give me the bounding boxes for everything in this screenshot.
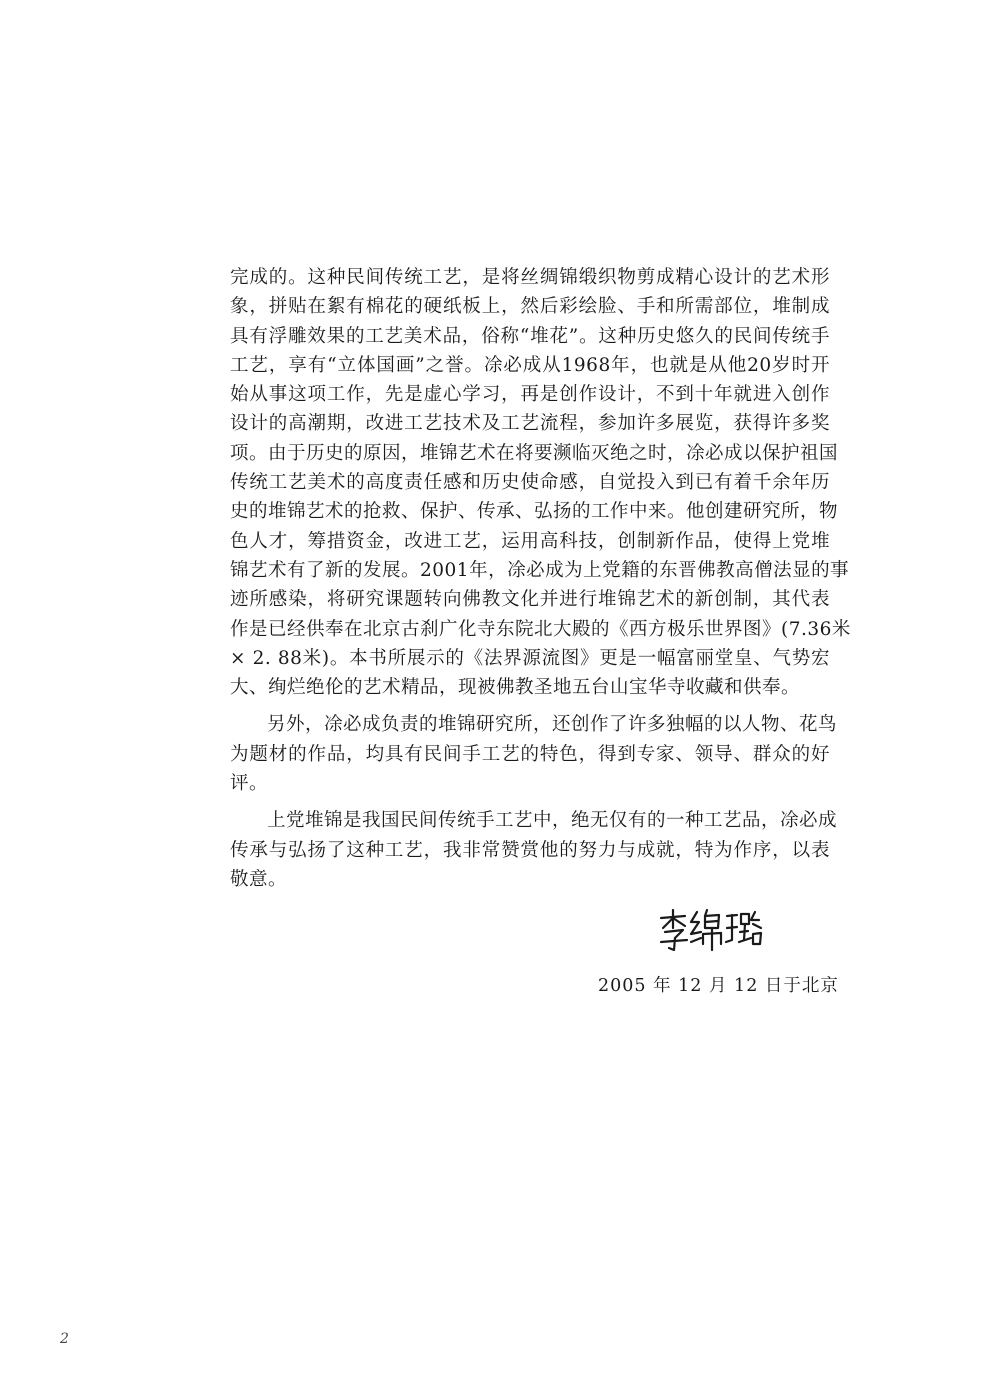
text-line: 项。由于历史的原因，堆锦艺术在将要濒临灭绝之时，凃必成以保护祖国 bbox=[230, 442, 839, 464]
text-line: 设计的高潮期，改进工艺技术及工艺流程，参加许多展览，获得许多奖 bbox=[230, 413, 830, 435]
text-line: 迹所感染，将研究课题转向佛教文化并进行堆锦艺术的新创制，其代表 bbox=[230, 589, 830, 611]
text-line: 具有浮雕效果的工艺美术品，俗称“堆花”。这种历史悠久的民间传统手 bbox=[230, 325, 830, 347]
page-number: 2 bbox=[60, 1331, 69, 1347]
text-line: 史的堆锦艺术的抢救、保护、传承、弘扬的工作中来。他创建研究所，物 bbox=[230, 501, 839, 523]
preface-body bbox=[230, 263, 851, 894]
paragraph-3 bbox=[230, 806, 838, 894]
text-line: 大、绚烂绝伦的艺术精品，现被佛教圣地五台山宝华寺收藏和供奉。 bbox=[230, 677, 801, 699]
paragraph-1 bbox=[230, 263, 851, 702]
text-line: 始从事这项工作，先是虚心学习，再是创作设计，不到十年就进入创作 bbox=[230, 384, 830, 406]
text-line: 传承与弘扬了这种工艺，我非常赞赏他的努力与成就，特为作序，以表 bbox=[230, 839, 830, 861]
text-line: 色人才，筹措资金，改进工艺，运用高科技，创制新作品，使得上党堆 bbox=[230, 530, 830, 552]
paragraph-2 bbox=[230, 710, 838, 798]
handwritten-signature bbox=[655, 906, 765, 956]
text-line: 完成的。这种民间传统工艺，是将丝绸锦缎织物剪成精心设计的艺术形 bbox=[230, 267, 830, 288]
text-line: 工艺，享有“立体国画”之誉。凃必成从1968年，也就是从他20岁时开 bbox=[230, 354, 830, 376]
text-line: × 2. 88米)。本书所展示的《法界源流图》更是一幅富丽堂皇、气势宏 bbox=[230, 647, 830, 669]
text-line: 锦艺术有了新的发展。2001年，凃必成为上党籍的东晋佛教高僧法显的事 bbox=[230, 559, 850, 581]
text-line: 传统工艺美术的高度责任感和历史使命感，自觉投入到已有着千余年历 bbox=[230, 472, 830, 494]
text-line: 作是已经供奉在北京古刹广化寺东院北大殿的《西方极乐世界图》(7.36米 bbox=[230, 618, 851, 640]
text-line: 象，拼贴在絮有棉花的硬纸板上，然后彩绘脸、手和所需部位，堆制成 bbox=[230, 296, 830, 318]
text-line: 为题材的作品，均具有民间手工艺的特色，得到专家、领导、群众的好 bbox=[230, 743, 830, 765]
text-line: 评。 bbox=[230, 773, 269, 795]
date-line: 2005 年 12 月 12 日于北京 bbox=[598, 976, 839, 996]
text-line: 上党堆锦是我国民间传统手工艺中，绝无仅有的一种工艺品，凃必成 bbox=[267, 810, 838, 832]
text-line: 另外，凃必成负责的堆锦研究所，还创作了许多独幅的以人物、花鸟 bbox=[267, 714, 838, 736]
text-line: 敬意。 bbox=[230, 868, 288, 890]
